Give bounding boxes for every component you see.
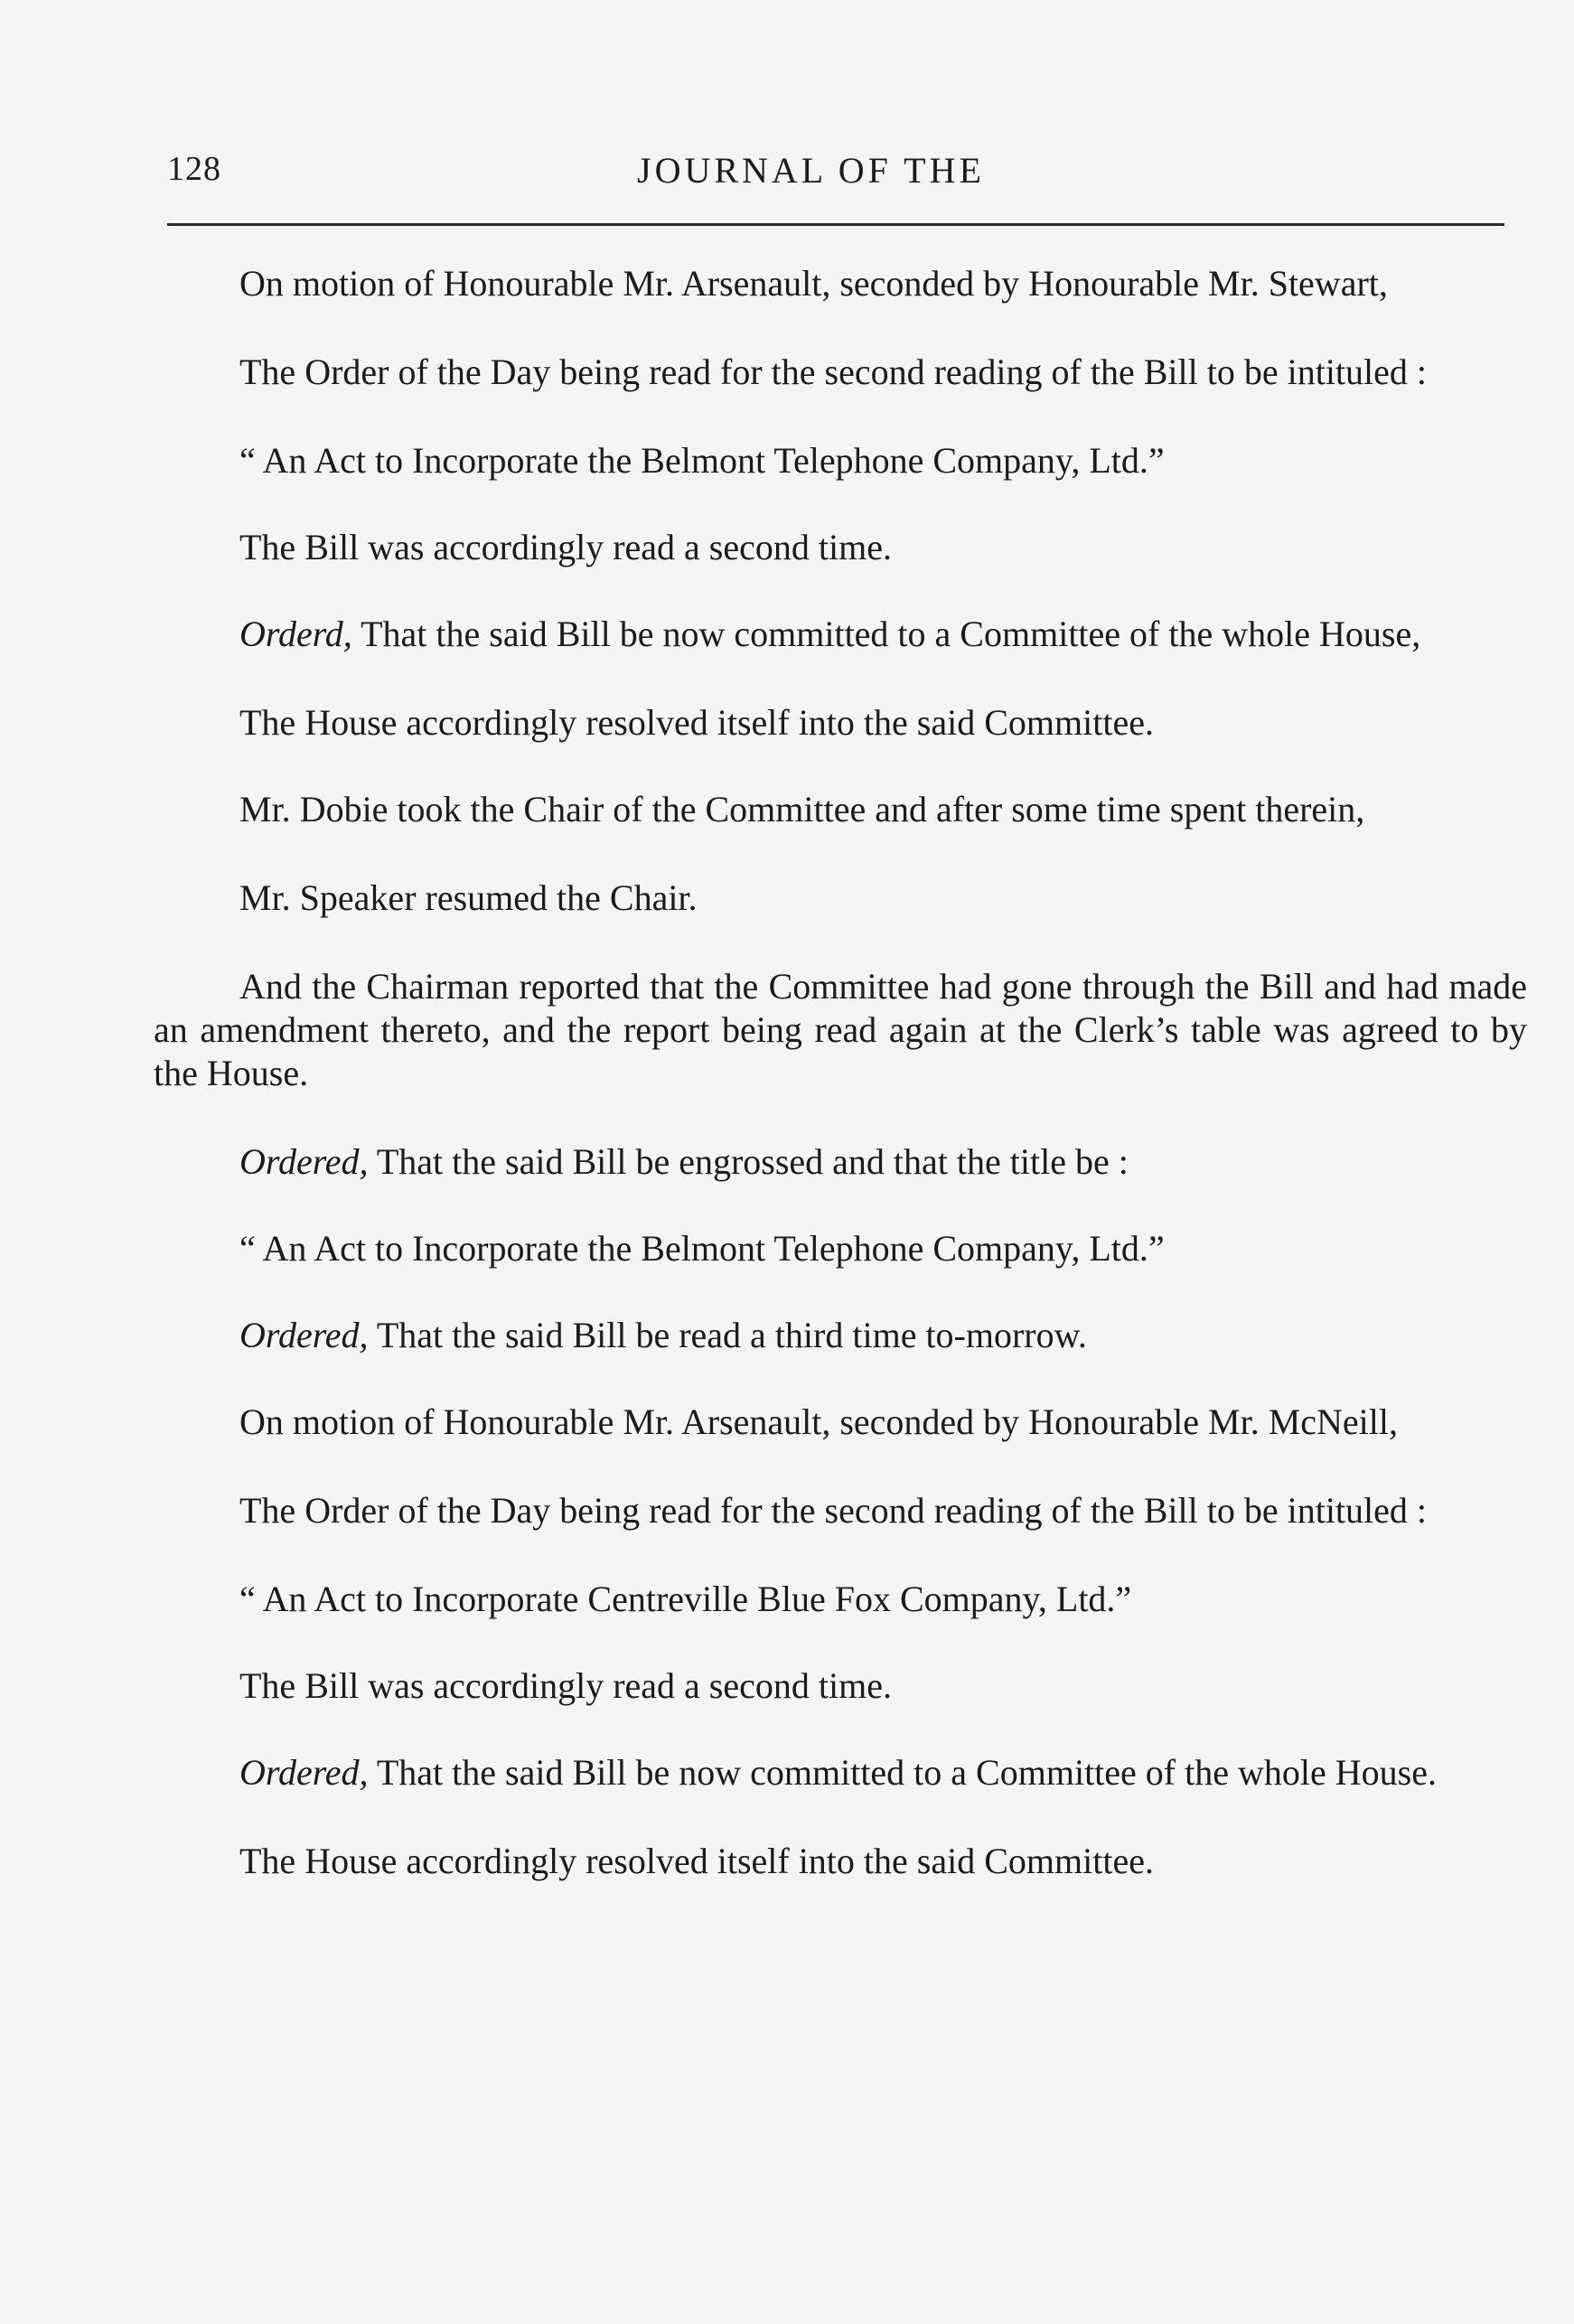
paragraph	[154, 701, 1527, 745]
bill-title-quote	[154, 1578, 1527, 1621]
paragraph-text: The Bill was accordingly read a second time.	[239, 1665, 892, 1706]
paragraph-text: Mr. Speaker resumed the Chair.	[239, 877, 698, 918]
paragraph-text: That the said Bill be now committed to a Committee of the whole House,	[361, 614, 1421, 654]
paragraph	[154, 1751, 1527, 1795]
paragraph-text: On motion of Honourable Mr. Arsenault, seconded by Honourable Mr. Stewart,	[239, 263, 1388, 304]
bill-title-quote	[154, 1227, 1527, 1270]
paragraph-lead: Ordered,	[239, 1315, 369, 1355]
running-head: JOURNAL OF THE	[637, 150, 985, 191]
paragraph-text: “ An Act to Incorporate the Belmont Telephone Company, Ltd.”	[239, 1228, 1165, 1269]
paragraph-text: That the said Bill be read a third time to-morrow.	[376, 1315, 1087, 1355]
paragraph-lead: Ordered,	[239, 1141, 369, 1182]
paragraph	[154, 876, 1527, 920]
paragraph-text: The Bill was accordingly read a second time.	[239, 527, 892, 567]
paragraph	[154, 1401, 1527, 1444]
paragraph	[154, 1664, 1527, 1708]
page-header	[167, 149, 1504, 203]
paragraph	[154, 613, 1527, 656]
header-rule	[167, 223, 1504, 226]
paragraph-text: The House accordingly resolved itself into the said Committee.	[239, 1841, 1154, 1881]
paragraph-lead: Ordered,	[239, 1752, 369, 1793]
paragraph-text: The House accordingly resolved itself into the said Committee.	[239, 702, 1154, 743]
paragraph-text: Mr. Dobie took the Chair of the Committee and after some time spent therein,	[239, 789, 1365, 829]
paragraph	[154, 526, 1527, 569]
bill-title-quote	[154, 439, 1527, 483]
paragraph	[154, 965, 1527, 1095]
paragraph	[154, 1489, 1527, 1532]
paragraph-text: That the said Bill be engrossed and that the title be :	[376, 1141, 1129, 1182]
paragraph	[154, 1140, 1527, 1184]
paragraph	[154, 351, 1527, 394]
paragraph	[154, 788, 1527, 831]
paragraph-text: “ An Act to Incorporate Centreville Blue Fox Company, Ltd.”	[239, 1579, 1132, 1619]
paragraph	[154, 1314, 1527, 1357]
paragraph	[154, 262, 1527, 305]
paragraph	[154, 1840, 1527, 1883]
paragraph-text: On motion of Honourable Mr. Arsenault, seconded by Honourable Mr. McNeill,	[239, 1401, 1398, 1442]
paragraph-text: The Order of the Day being read for the second reading of the Bill to be intituled :	[239, 1490, 1428, 1531]
paragraph-lead: Orderd,	[239, 614, 352, 654]
paragraph-text: “ An Act to Incorporate the Belmont Telephone Company, Ltd.”	[239, 440, 1165, 481]
paragraph-text: That the said Bill be now committed to a Committee of the whole House.	[376, 1752, 1437, 1793]
paragraph-text: The Order of the Day being read for the second reading of the Bill to be intituled :	[239, 351, 1428, 392]
page-number: 128	[167, 150, 221, 188]
paragraph-text: And the Chairman reported that the Committee had gone through the Bill and had made an amendment thereto, and the report being read again at the Clerk’s table was agreed to by the House.	[154, 966, 1527, 1093]
journal-body	[154, 262, 1527, 1883]
